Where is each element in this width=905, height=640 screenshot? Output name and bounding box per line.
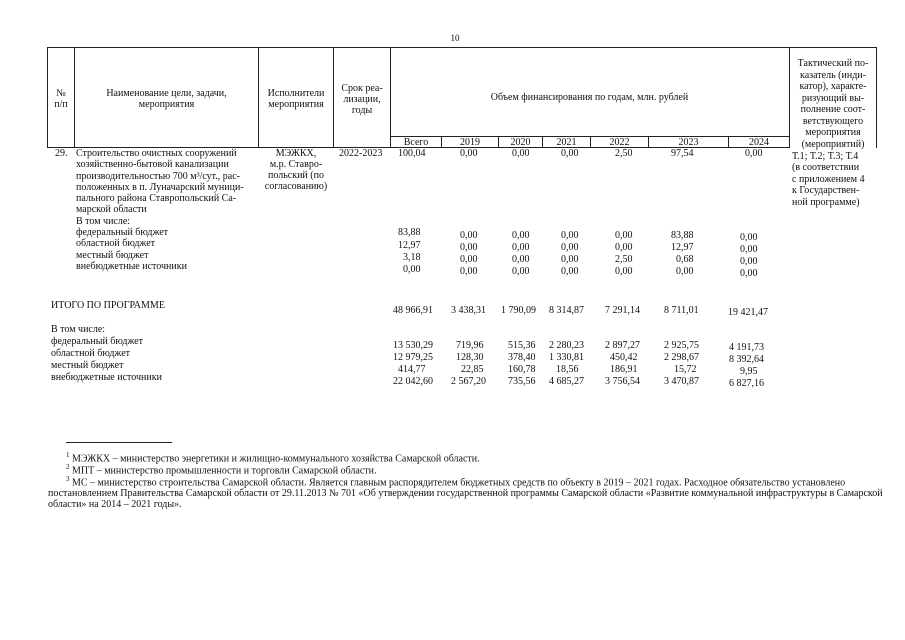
row29-executor: МЭЖКХ, м.р. Ставро- польский (по согласованию)	[264, 148, 328, 192]
header-executors: Исполнители мероприятия	[267, 88, 325, 110]
row29-indicator: Т.1; Т.2; Т.3; Т.4 (в соответствии с приложением 4 к Государствен- ной программе)	[792, 151, 865, 208]
row29-name: Строительство очистных сооружений хозяйственно-бытовой канализации производительностью 700 м³/сут., рас- положенных в п. Луначарский муници- пального района Ставропольский Са- марской области В том числе: федеральный бюджет областной бюджет местный бюджет внебюджетные источники	[76, 148, 244, 272]
row29-term: 2022-2023	[339, 148, 383, 159]
row29-total-2022: 2,50	[615, 148, 633, 159]
header-financing: Объем финансирования по годам, млн. рублей	[490, 92, 689, 103]
footnote-2: $^2$ МПТ – министерство промышленности и торговли Самарской области.	[66, 463, 377, 477]
row29-total-2021: 0,00	[561, 148, 579, 159]
year-header-2022: 2022	[609, 137, 630, 148]
footnote-separator	[66, 442, 172, 443]
header-name: Наименование цели, задачи, мероприятия	[106, 88, 227, 110]
header-term: Срок реа- лизации, годы	[341, 83, 383, 116]
header-num: № п/п	[54, 88, 68, 110]
footnote-1: $^1$ МЭЖКХ – министерство энергетики и жилищно-коммунального хозяйства Самарской области.	[66, 451, 480, 465]
row29-total-2023: 97,54	[671, 148, 694, 159]
row29-num: 29.	[55, 148, 68, 159]
itogo-sub-label: В том числе:	[51, 324, 106, 335]
year-header-2019: 2019	[460, 137, 480, 148]
row29-total-2024: 0,00	[745, 148, 763, 159]
row29-total-2019: 0,00	[460, 148, 478, 159]
year-header-total: Всего	[403, 137, 429, 148]
row29-total-all: 100,04	[398, 148, 426, 159]
itogo-label: ИТОГО ПО ПРОГРАММЕ	[51, 300, 165, 311]
year-header-2023: 2023	[678, 137, 699, 148]
row29-total-2020: 0,00	[512, 148, 530, 159]
year-header-2020: 2020	[510, 137, 531, 148]
year-header-2024: 2024	[749, 137, 769, 148]
footnote-3: $^3$ МС – министерство строительства Самарской области. Является главным распорядителем бюджетных средств по объекту в 2019 – 2021 годах. Расходное обязательство установлено постановлением Правительства Самарской области от 29.11.2013 № 701 «Об утверждении государственной программы Самарской области «Развитие коммунальной инфраструктуры в Самарской области» на 2014 – 2021 годы».	[48, 475, 883, 511]
page-number: 10	[450, 33, 460, 43]
year-header-2021: 2021	[556, 137, 577, 148]
header-indicator: Тактический по- казатель (инди- катор), характе- ризующий вы- полнение соот- ветствующего мероприятия (мероприятий)	[797, 58, 869, 150]
